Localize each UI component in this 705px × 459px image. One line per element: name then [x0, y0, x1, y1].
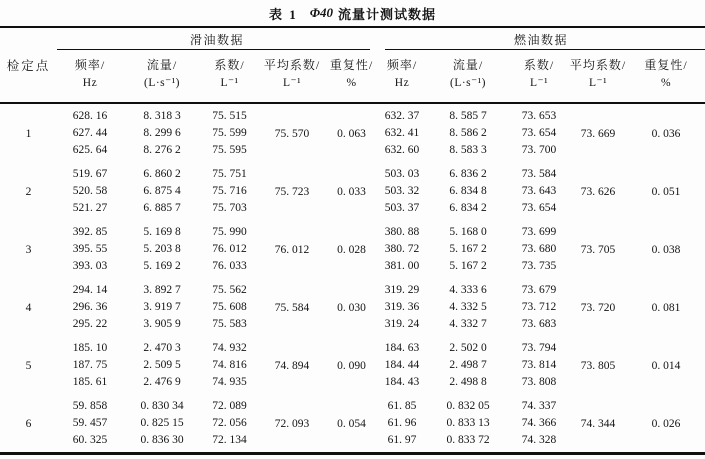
value: 73. 735	[521, 260, 557, 272]
value: 8. 318 3	[143, 110, 181, 122]
value: 76. 012	[212, 243, 247, 255]
oil-flow-values	[123, 224, 201, 275]
value: 625. 64	[72, 144, 108, 156]
value: 61. 85	[387, 400, 417, 412]
fuel-coefficient-values	[509, 398, 569, 449]
value: 503. 32	[384, 185, 420, 197]
value: 73. 699	[521, 226, 557, 238]
value: 185. 61	[72, 376, 108, 388]
value: 73. 683	[521, 318, 557, 330]
value: 632. 41	[384, 127, 420, 139]
value: 75. 562	[212, 284, 247, 296]
oil-group-header: 滑油数据	[57, 28, 377, 50]
value: 75. 990	[212, 226, 247, 238]
value: 3. 892 7	[143, 284, 181, 296]
value: 74. 816	[212, 359, 247, 371]
oil-frequency-values	[57, 398, 123, 449]
oil-repeatability-cell: 0. 090	[337, 359, 366, 372]
value: 75. 599	[212, 127, 247, 139]
oil-flow-values	[123, 340, 201, 391]
point-cell: 4	[25, 301, 32, 314]
oil-flow-values	[123, 108, 201, 159]
fuel-avg-coefficient-cell: 73. 805	[580, 359, 616, 372]
value: 6. 875 4	[143, 185, 181, 197]
table-row	[0, 162, 705, 220]
value: 319. 24	[384, 318, 420, 330]
value: 627. 44	[72, 127, 108, 139]
value: 319. 36	[384, 301, 420, 313]
value: 73. 654	[521, 202, 557, 214]
value: 72. 056	[212, 417, 247, 429]
value: 295. 22	[72, 318, 108, 330]
table-header	[0, 26, 705, 104]
oil-avg-coefficient-cell: 76. 012	[274, 243, 310, 256]
value: 6. 834 8	[449, 185, 487, 197]
value: 8. 586 2	[449, 127, 487, 139]
value: 72. 134	[212, 434, 247, 446]
fuel-repeatability-cell: 0. 014	[651, 359, 681, 372]
value: 2. 470 3	[143, 342, 181, 354]
value: 6. 860 2	[143, 168, 181, 180]
value: 6. 834 2	[449, 202, 487, 214]
fuel-frequency-values	[377, 166, 427, 217]
value: 0. 833 13	[446, 417, 490, 429]
fuel-flow-values	[427, 398, 509, 449]
fuel-frequency-values	[377, 108, 427, 159]
fuel-flow-values	[427, 340, 509, 391]
oil-coefficient-values	[201, 398, 258, 449]
fuel-frequency-values	[377, 398, 427, 449]
point-cell: 6	[25, 417, 32, 430]
value: 73. 643	[521, 185, 557, 197]
value: 380. 88	[384, 226, 420, 238]
value: 2. 502 0	[449, 342, 487, 354]
value: 5. 169 2	[143, 260, 181, 272]
oil-coefficient-values	[201, 224, 258, 275]
value: 4. 333 6	[449, 284, 487, 296]
oil-avg-coefficient-cell: 72. 093	[274, 417, 310, 430]
point-cell: 2	[25, 185, 32, 198]
col-header-oil-flow: 流量/ (L·s⁻¹)	[143, 58, 180, 89]
value: 72. 089	[212, 400, 247, 412]
oil-repeatability-cell: 0. 054	[337, 417, 366, 430]
oil-avg-coefficient-cell: 74. 894	[274, 359, 310, 372]
value: 73. 654	[521, 127, 557, 139]
value: 59. 457	[72, 417, 108, 429]
oil-coefficient-values	[201, 108, 258, 159]
fuel-flow-values	[427, 224, 509, 275]
value: 632. 37	[384, 110, 420, 122]
value: 74. 932	[212, 342, 247, 354]
value: 73. 794	[521, 342, 557, 354]
value: 184. 43	[384, 376, 420, 388]
oil-flow-values	[123, 398, 201, 449]
fuel-avg-coefficient-cell: 73. 705	[580, 243, 616, 256]
value: 393. 03	[72, 260, 108, 272]
col-header-oil-avg-coefficient: 平均系数/ L⁻¹	[263, 58, 321, 89]
fuel-repeatability-cell: 0. 038	[651, 243, 681, 256]
point-column-header: 检定点	[6, 59, 51, 73]
col-header-fuel-flow: 流量/ (L·s⁻¹)	[449, 58, 486, 89]
oil-avg-coefficient-cell: 75. 570	[274, 127, 310, 140]
value: 521. 27	[72, 202, 108, 214]
value: 73. 584	[521, 168, 557, 180]
value: 503. 03	[384, 168, 420, 180]
value: 75. 515	[212, 110, 247, 122]
oil-flow-values	[123, 166, 201, 217]
col-header-fuel-frequency: 频率/ Hz	[386, 58, 418, 89]
value: 294. 14	[72, 284, 108, 296]
fuel-group-header: 燃油数据	[377, 28, 705, 50]
oil-frequency-values	[57, 282, 123, 333]
value: 73. 808	[521, 376, 557, 388]
fuel-repeatability-cell: 0. 036	[651, 127, 681, 140]
value: 184. 63	[384, 342, 420, 354]
point-cell: 3	[25, 243, 32, 256]
fuel-flow-values	[427, 282, 509, 333]
oil-frequency-values	[57, 224, 123, 275]
fuel-flow-values	[427, 108, 509, 159]
value: 61. 97	[387, 434, 417, 446]
value: 75. 751	[212, 168, 247, 180]
value: 74. 366	[521, 417, 557, 429]
oil-coefficient-values	[201, 282, 258, 333]
col-header-oil-repeatability: 重复性/ %	[329, 58, 374, 89]
value: 3. 905 9	[143, 318, 181, 330]
value: 187. 75	[72, 359, 108, 371]
fuel-avg-coefficient-cell: 74. 344	[580, 417, 616, 430]
value: 75. 608	[212, 301, 247, 313]
value: 520. 58	[72, 185, 108, 197]
value: 0. 833 72	[446, 434, 490, 446]
oil-frequency-values	[57, 108, 123, 159]
value: 185. 10	[72, 342, 108, 354]
point-cell: 5	[25, 359, 32, 372]
value: 74. 935	[212, 376, 247, 388]
value: 73. 814	[521, 359, 557, 371]
value: 8. 583 3	[449, 144, 487, 156]
fuel-avg-coefficient-cell: 73. 669	[580, 127, 616, 140]
fuel-avg-coefficient-cell: 73. 626	[580, 185, 616, 198]
value: 2. 476 9	[143, 376, 181, 388]
value: 392. 85	[72, 226, 108, 238]
value: 0. 825 15	[140, 417, 184, 429]
value: 2. 498 7	[449, 359, 487, 371]
value: 8. 585 7	[449, 110, 487, 122]
value: 503. 37	[384, 202, 420, 214]
oil-frequency-values	[57, 166, 123, 217]
oil-avg-coefficient-cell: 75. 584	[274, 301, 310, 314]
value: 8. 299 6	[143, 127, 181, 139]
fuel-coefficient-values	[509, 340, 569, 391]
table-row	[0, 394, 705, 452]
value: 519. 67	[72, 168, 108, 180]
oil-repeatability-cell: 0. 028	[337, 243, 366, 256]
value: 381. 00	[384, 260, 420, 272]
value: 184. 44	[384, 359, 420, 371]
oil-repeatability-cell: 0. 033	[337, 185, 366, 198]
oil-coefficient-values	[201, 340, 258, 391]
value: 8. 276 2	[143, 144, 181, 156]
value: 73. 700	[521, 144, 557, 156]
table-title	[0, 0, 705, 26]
value: 59. 858	[72, 400, 108, 412]
col-header-oil-coefficient: 系数/ L⁻¹	[214, 58, 245, 89]
value: 0. 836 30	[140, 434, 184, 446]
value: 73. 680	[521, 243, 557, 255]
value: 60. 325	[72, 434, 108, 446]
oil-avg-coefficient-cell: 75. 723	[274, 185, 310, 198]
value: 4. 332 5	[449, 301, 487, 313]
table-body	[0, 104, 705, 455]
value: 76. 033	[212, 260, 247, 272]
value: 75. 583	[212, 318, 247, 330]
value: 74. 337	[521, 400, 557, 412]
table-number: 表 1	[268, 6, 298, 22]
table-caption: 流量计测试数据	[338, 6, 437, 22]
value: 73. 653	[521, 110, 557, 122]
value: 3. 919 7	[143, 301, 181, 313]
value: 73. 712	[521, 301, 557, 313]
fuel-frequency-values	[377, 282, 427, 333]
value: 75. 595	[212, 144, 247, 156]
value: 628. 16	[72, 110, 108, 122]
table-row	[0, 278, 705, 336]
value: 6. 885 7	[143, 202, 181, 214]
fuel-coefficient-values	[509, 108, 569, 159]
col-header-oil-frequency: 频率/ Hz	[74, 58, 106, 89]
col-header-fuel-repeatability: 重复性/ %	[644, 58, 688, 89]
fuel-coefficient-values	[509, 224, 569, 275]
value: 5. 203 8	[143, 243, 181, 255]
oil-repeatability-cell: 0. 030	[337, 301, 366, 314]
oil-repeatability-cell: 0. 063	[337, 127, 366, 140]
fuel-frequency-values	[377, 224, 427, 275]
fuel-avg-coefficient-cell: 73. 720	[580, 301, 616, 314]
value: 5. 169 8	[143, 226, 181, 238]
value: 73. 679	[521, 284, 557, 296]
oil-coefficient-values	[201, 166, 258, 217]
value: 632. 60	[384, 144, 420, 156]
point-cell: 1	[25, 127, 32, 140]
value: 4. 332 7	[449, 318, 487, 330]
fuel-flow-values	[427, 166, 509, 217]
table-row	[0, 104, 705, 162]
fuel-repeatability-cell: 0. 026	[651, 417, 681, 430]
value: 296. 36	[72, 301, 108, 313]
value: 0. 830 34	[140, 400, 184, 412]
fuel-coefficient-values	[509, 282, 569, 333]
value: 75. 716	[212, 185, 247, 197]
value: 5. 168 0	[449, 226, 487, 238]
value: 380. 72	[384, 243, 420, 255]
fuel-repeatability-cell: 0. 081	[651, 301, 681, 314]
value: 0. 832 05	[446, 400, 490, 412]
value: 6. 836 2	[449, 168, 487, 180]
value: 319. 29	[384, 284, 420, 296]
col-header-fuel-avg-coefficient: 平均系数/ L⁻¹	[569, 58, 627, 89]
value: 5. 167 2	[449, 243, 487, 255]
value: 2. 498 8	[449, 376, 487, 388]
table-row	[0, 336, 705, 394]
value: 61. 96	[387, 417, 417, 429]
oil-frequency-values	[57, 340, 123, 391]
oil-flow-values	[123, 282, 201, 333]
value: 395. 55	[72, 243, 108, 255]
fuel-frequency-values	[377, 340, 427, 391]
value: 2. 509 5	[143, 359, 181, 371]
value: 75. 703	[212, 202, 247, 214]
value: 5. 167 2	[449, 260, 487, 272]
meter-model: Φ40	[309, 5, 333, 20]
fuel-repeatability-cell: 0. 051	[651, 185, 681, 198]
fuel-coefficient-values	[509, 166, 569, 217]
value: 74. 328	[521, 434, 557, 446]
col-header-fuel-coefficient: 系数/ L⁻¹	[523, 58, 555, 89]
table-row	[0, 220, 705, 278]
